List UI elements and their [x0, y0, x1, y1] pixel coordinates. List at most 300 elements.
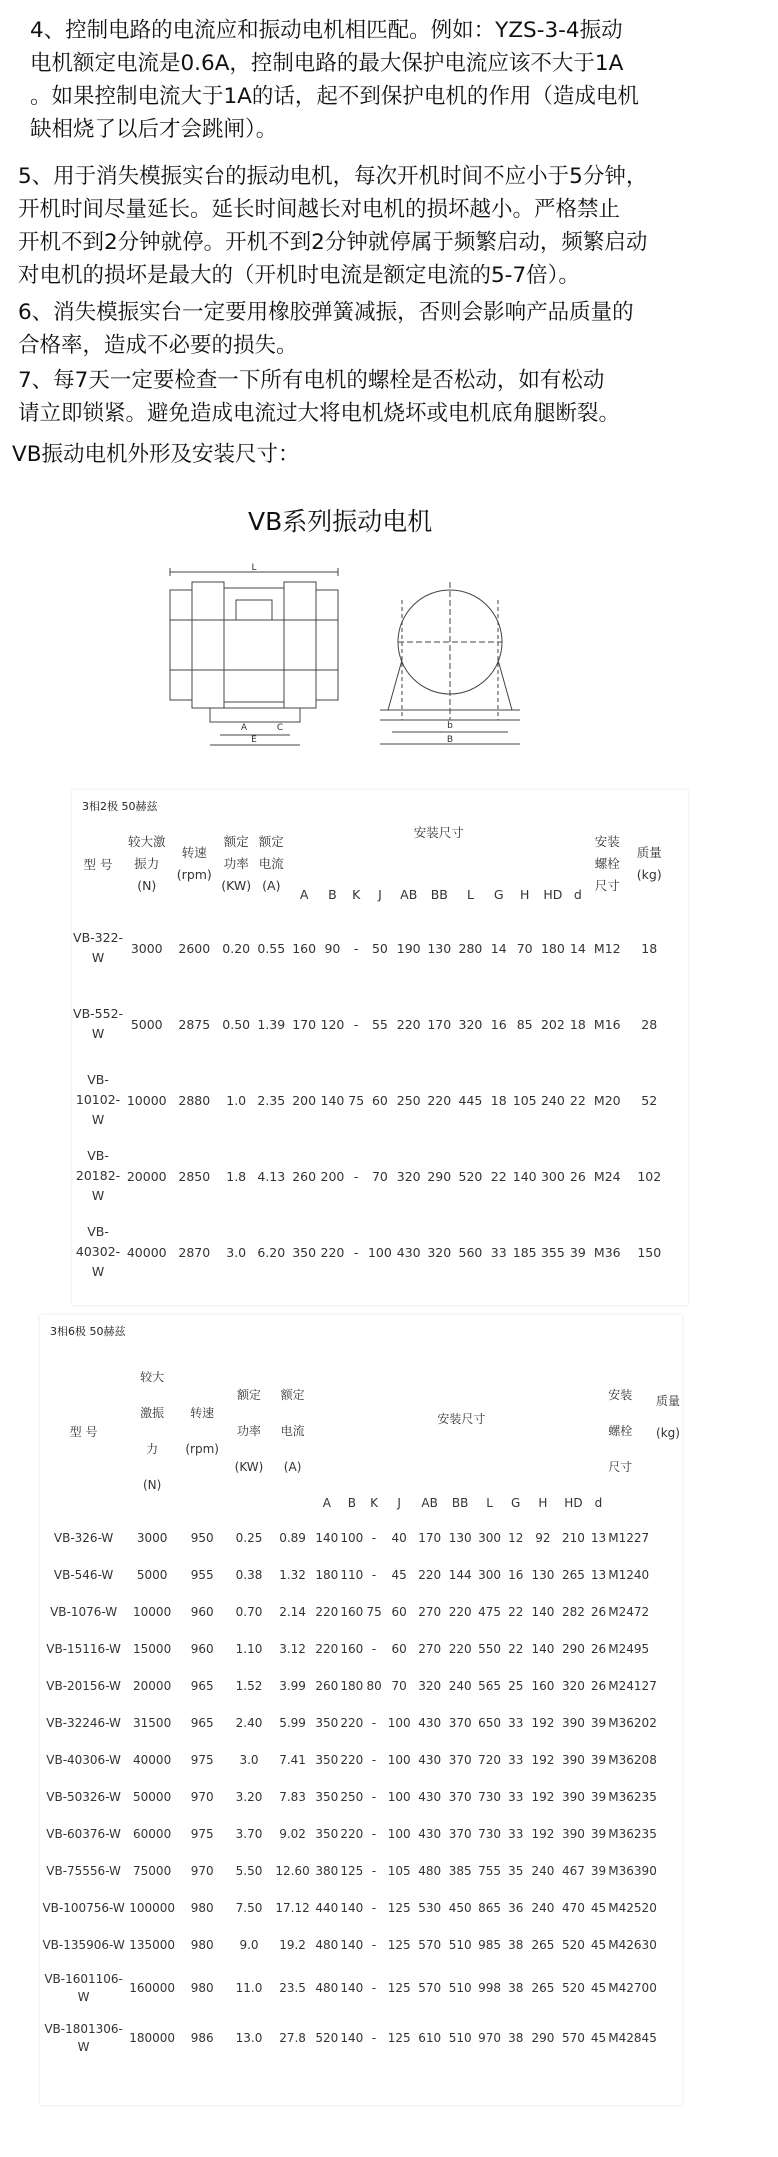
dim-cell: 60 [371, 1092, 388, 1108]
dim-cell: 865 [478, 1900, 501, 1915]
dim-cell: 390 [561, 1826, 585, 1841]
header-speed: 转速 (rpm) [185, 1406, 219, 1456]
dim-cell: 45 [590, 1900, 607, 1915]
dim-cell: 160 [340, 1604, 364, 1619]
dim-cell: 39 [590, 1789, 607, 1804]
dim-cell: 385 [448, 1863, 472, 1878]
force-cell: 20000 [133, 1678, 172, 1693]
power-cell: 13.0 [235, 2031, 263, 2045]
text-line: 。如果控制电流大于1A的话，起不到保护电机的作用（造成电机 [30, 84, 639, 109]
current-cell: 17.12 [275, 1900, 310, 1915]
dim-cell: 220 [340, 1826, 364, 1841]
dim-cell: - [371, 1863, 377, 1878]
dim-cell: 265 [561, 1567, 585, 1582]
dim-cell: 70 [371, 1168, 388, 1184]
current-cell: 4.13 [257, 1168, 286, 1184]
dim-cell: 320 [427, 1244, 452, 1260]
dim-cell: 25 [508, 1678, 524, 1693]
current-cell: 2.35 [257, 1092, 286, 1108]
dim-cell: 290 [561, 1641, 585, 1656]
model-part: VB-40306-W [46, 1752, 121, 1767]
dim-cell: 220 [418, 1567, 442, 1582]
dim-letter: L [466, 887, 474, 902]
model-cell [40, 1667, 127, 1704]
text-line: 开机时间尽量延长。延长时间越长对电机的损坏越小。严格禁止 [18, 197, 621, 222]
dim-cell: 755 [478, 1863, 501, 1878]
dim-cell: 250 [396, 1092, 421, 1108]
dim-cell: 33 [508, 1826, 524, 1841]
dim-cell: 125 [387, 1900, 411, 1915]
dim-cell: 16 [508, 1567, 524, 1582]
dim-cell: 520 [458, 1168, 483, 1184]
current-cell: 23.5 [279, 1981, 306, 1995]
dim-cell: 265 [531, 1937, 555, 1952]
dim-letter: HD [543, 887, 563, 902]
model-part: W [91, 1026, 105, 1041]
dim-cell: 80 [366, 1678, 382, 1693]
dim-cell: - [371, 2031, 377, 2045]
spec-table [40, 1343, 680, 2063]
model-part: VB-100756-W [42, 1900, 125, 1915]
dim-cell: 13 [590, 1567, 607, 1582]
dim-cell: 140 [340, 1981, 364, 1995]
bolt-weight-cell: M36208 [608, 1752, 657, 1767]
dim-cell: 144 [448, 1567, 472, 1582]
dim-cell: 730 [478, 1826, 501, 1841]
dim-cell: 100 [387, 1752, 411, 1767]
dim-letter: L [486, 1496, 493, 1510]
dim-cell: 985 [478, 1937, 501, 1952]
bolt-cell: M20 [593, 1092, 621, 1108]
spec-table-6pole [40, 1315, 682, 2105]
table-row [72, 910, 672, 986]
header-current: 额定 电流 (A) [280, 1388, 305, 1474]
dim-cell: 39 [590, 1826, 607, 1841]
dim-cell: 100 [387, 1789, 411, 1804]
spec-table-2pole [72, 790, 688, 1305]
dim-cell: 570 [418, 1981, 442, 1995]
dim-cell: 520 [315, 2031, 339, 2045]
dim-cell: 140 [531, 1641, 555, 1656]
speed-cell: 2875 [178, 1016, 211, 1032]
dim-letter: J [397, 1496, 401, 1510]
power-cell: 1.0 [226, 1092, 247, 1108]
dim-cell: 610 [418, 2031, 442, 2045]
dim-cell: 22 [490, 1168, 507, 1184]
table-row [72, 1214, 672, 1290]
dim-cell: 130 [427, 940, 452, 956]
dim-cell: 22 [508, 1641, 524, 1656]
dim-cell: 320 [396, 1168, 421, 1184]
dim-cell: - [353, 1016, 359, 1032]
power-cell: 5.50 [235, 1863, 263, 1878]
dim-cell: 75 [348, 1092, 365, 1108]
dim-letter: B [328, 887, 337, 902]
current-cell: 12.60 [275, 1863, 310, 1878]
dim-cell: 565 [478, 1678, 501, 1693]
force-cell: 100000 [129, 1900, 176, 1915]
dim-label: B [446, 735, 454, 745]
bolt-weight-cell: M42630 [608, 1937, 657, 1952]
dim-cell: 998 [478, 1981, 501, 1995]
dim-cell: 550 [478, 1641, 501, 1656]
current-cell: 1.32 [279, 1567, 306, 1582]
dim-cell: 467 [561, 1863, 585, 1878]
dim-cell: 480 [418, 1863, 442, 1878]
current-cell: 3.99 [279, 1678, 306, 1693]
dim-letter: d [594, 1496, 603, 1510]
speed-cell: 970 [190, 1863, 214, 1878]
power-cell: 1.10 [235, 1641, 263, 1656]
dim-cell: 140 [340, 1900, 364, 1915]
bolt-cell: M24 [593, 1168, 621, 1184]
dim-cell: 475 [478, 1604, 501, 1619]
model-part: VB- [87, 1148, 109, 1163]
table-row [40, 1778, 676, 1815]
dim-cell: 430 [418, 1789, 442, 1804]
dim-cell: 370 [448, 1789, 472, 1804]
table-row [40, 1815, 676, 1852]
table-row [40, 1556, 676, 1593]
speed-cell: 980 [190, 1900, 214, 1915]
header-weight: 质量 (kg) [636, 845, 662, 882]
dim-cell: - [371, 1641, 377, 1656]
dim-cell: 180 [315, 1567, 339, 1582]
force-cell: 40000 [126, 1244, 167, 1260]
model-cell [72, 1138, 124, 1214]
speed-cell: 960 [190, 1641, 214, 1656]
bolt-weight-cell: M36235 [608, 1826, 657, 1841]
model-part: W [91, 950, 105, 965]
dim-cell: 450 [448, 1900, 472, 1915]
dim-cell: - [371, 1981, 377, 1995]
header-model: 型 号 [83, 857, 113, 872]
force-cell: 180000 [129, 2031, 176, 2045]
text-line: 4、控制电路的电流应和振动电机相匹配。例如：YZS-3-4振动 [30, 18, 623, 43]
dim-cell: 300 [540, 1168, 565, 1184]
power-cell: 0.70 [235, 1604, 263, 1619]
dim-cell: 26 [590, 1604, 607, 1619]
dim-cell: 320 [561, 1678, 585, 1693]
power-cell: 0.25 [235, 1530, 263, 1545]
table-row [40, 1741, 676, 1778]
dim-cell: 192 [531, 1789, 555, 1804]
speed-cell: 2880 [178, 1092, 211, 1108]
force-cell: 31500 [133, 1715, 172, 1730]
dim-cell: 445 [458, 1092, 483, 1108]
dim-cell: 210 [561, 1530, 585, 1545]
bolt-cell: M12 [593, 940, 621, 956]
dim-cell: 39 [590, 1715, 607, 1730]
dim-cell: 510 [448, 2031, 472, 2045]
dim-cell: 430 [418, 1826, 442, 1841]
dim-letter: AB [400, 887, 418, 902]
dim-cell: 180 [540, 940, 565, 956]
section-heading [12, 438, 762, 471]
dim-cell: 220 [340, 1752, 364, 1767]
dim-letter: K [352, 887, 361, 902]
dim-label: A [240, 723, 248, 733]
model-cell [72, 1214, 124, 1290]
dim-cell: 12 [508, 1530, 524, 1545]
speed-cell: 975 [190, 1826, 214, 1841]
motor-drawing [140, 560, 530, 750]
dim-cell: - [371, 1567, 377, 1582]
dim-cell: 160 [340, 1641, 364, 1656]
dim-cell: 390 [561, 1715, 585, 1730]
weight-cell: 102 [637, 1168, 662, 1184]
model-part: VB-50326-W [46, 1789, 121, 1804]
header-model: 型 号 [69, 1424, 98, 1439]
power-cell: 7.50 [235, 1900, 263, 1915]
model-part: W [91, 1264, 105, 1279]
force-cell: 3000 [130, 940, 163, 956]
dim-cell: 16 [490, 1016, 507, 1032]
dim-cell: 220 [320, 1244, 345, 1260]
header-current: 额定 电流 (A) [258, 834, 284, 893]
dim-cell: 220 [448, 1604, 472, 1619]
model-cell [40, 1926, 127, 1963]
dim-cell: 350 [315, 1715, 339, 1730]
dim-cell: 22 [569, 1092, 586, 1108]
dim-letter: H [538, 1496, 548, 1510]
dim-cell: 105 [387, 1863, 411, 1878]
current-cell: 3.12 [279, 1641, 306, 1656]
dim-cell: - [371, 1789, 377, 1804]
current-cell: 9.02 [279, 1826, 306, 1841]
header-force: 较大激 振力 (N) [127, 834, 166, 893]
weight-cell: 18 [641, 940, 658, 956]
model-cell [40, 1889, 127, 1926]
model-part: VB-75556-W [46, 1863, 121, 1878]
dim-cell: 125 [340, 1863, 364, 1878]
dim-cell: 170 [418, 1530, 442, 1545]
bolt-weight-cell: M2472 [608, 1604, 650, 1619]
dim-label: C [276, 723, 284, 733]
dim-cell: 192 [531, 1752, 555, 1767]
dim-letter: A [322, 1496, 331, 1510]
dim-cell: 33 [490, 1244, 507, 1260]
dim-cell: 60 [391, 1604, 407, 1619]
dim-cell: 270 [418, 1641, 442, 1656]
dim-cell: 33 [508, 1752, 524, 1767]
bolt-weight-cell: M36235 [608, 1789, 657, 1804]
dim-cell: 13 [590, 1530, 607, 1545]
dim-cell: 220 [340, 1715, 364, 1730]
model-cell [72, 1062, 124, 1138]
model-part: VB-546-W [53, 1567, 114, 1582]
table-caption: 3相6极 50赫兹 [50, 1325, 126, 1338]
bolt-weight-cell: M36390 [608, 1863, 657, 1878]
dim-cell: 92 [535, 1530, 551, 1545]
dim-letter: BB [451, 1496, 469, 1510]
text-line: 请立即锁紧。避免造成电流过大将电机烧坏或电机底角腿断裂。 [18, 401, 621, 426]
model-part: VB-60376-W [46, 1826, 121, 1841]
dim-cell: 180 [340, 1678, 364, 1693]
dim-cell: 730 [478, 1789, 501, 1804]
dim-letter: HD [564, 1496, 583, 1510]
dim-letter: G [511, 1496, 521, 1510]
dim-cell: 282 [561, 1604, 585, 1619]
dim-cell: - [371, 1937, 377, 1952]
dim-letter: H [519, 887, 530, 902]
heading-text: VB振动电机外形及安装尺寸： [12, 442, 300, 467]
model-cell [72, 910, 124, 986]
dim-cell: 140 [320, 1092, 345, 1108]
dim-cell: 520 [561, 1981, 585, 1995]
dim-cell: 350 [315, 1826, 339, 1841]
weight-cell: 52 [641, 1092, 658, 1108]
dim-letter: BB [430, 887, 448, 902]
dim-cell: 33 [508, 1789, 524, 1804]
speed-cell: 960 [190, 1604, 214, 1619]
force-cell: 60000 [133, 1826, 172, 1841]
dim-cell: 50 [371, 940, 388, 956]
model-part: VB-322- [73, 930, 124, 945]
bolt-cell: M36 [593, 1244, 621, 1260]
header-power: 额定 功率 (KW) [234, 1388, 264, 1474]
power-cell: 0.50 [222, 1016, 251, 1032]
dim-cell: 570 [561, 2031, 585, 2045]
model-part: VB-552- [73, 1006, 124, 1021]
dim-cell: 192 [531, 1715, 555, 1730]
paragraph-7 [18, 364, 768, 430]
model-cell [40, 1630, 127, 1667]
model-part: VB- [87, 1224, 109, 1239]
dim-cell: 190 [396, 940, 421, 956]
dim-cell: 36 [508, 1900, 524, 1915]
dim-cell: 130 [531, 1567, 555, 1582]
dim-cell: 240 [531, 1900, 555, 1915]
dim-cell: 480 [315, 1937, 339, 1952]
model-cell [40, 1593, 127, 1630]
dim-cell: 320 [418, 1678, 442, 1693]
speed-cell: 2850 [178, 1168, 211, 1184]
force-cell: 40000 [133, 1752, 172, 1767]
bolt-weight-cell: M36202 [608, 1715, 657, 1730]
speed-cell: 965 [190, 1678, 214, 1693]
dim-cell: 265 [531, 1981, 555, 1995]
model-cell [40, 1778, 127, 1815]
dim-cell: 380 [315, 1863, 339, 1878]
dim-cell: 100 [367, 1244, 392, 1260]
dim-cell: 192 [531, 1826, 555, 1841]
power-cell: 0.20 [222, 940, 251, 956]
model-part: VB-15116-W [46, 1641, 121, 1656]
model-part: W [77, 1990, 90, 2004]
dim-cell: 130 [448, 1530, 472, 1545]
text-line: 开机不到2分钟就停。开机不到2分钟就停属于频繁启动，频繁启动 [18, 230, 648, 255]
table-row [40, 1630, 676, 1667]
table-row [40, 1889, 676, 1926]
speed-cell: 2870 [178, 1244, 211, 1260]
bolt-weight-cell: M42700 [608, 1981, 657, 1995]
dim-cell: 170 [427, 1016, 452, 1032]
header-dims: 安装尺寸 [413, 825, 464, 840]
dim-cell: 55 [371, 1016, 388, 1032]
dim-cell: - [371, 1826, 377, 1841]
dim-cell: 45 [391, 1567, 407, 1582]
dim-letter: K [370, 1496, 379, 1510]
bolt-weight-cell: M24127 [608, 1678, 657, 1693]
header-force: 较大 激振 力 (N) [140, 1370, 165, 1492]
dim-cell: 140 [315, 1530, 339, 1545]
model-part: VB-20156-W [46, 1678, 121, 1693]
dim-cell: 140 [531, 1604, 555, 1619]
dim-cell: 26 [590, 1641, 607, 1656]
table-row [72, 986, 672, 1062]
text-line: 6、消失模振实台一定要用橡胶弹簧减振，否则会影响产品质量的 [18, 300, 634, 325]
model-part: VB-1601106- [44, 1972, 123, 1986]
dim-cell: 14 [490, 940, 507, 956]
speed-cell: 980 [190, 1981, 214, 1995]
model-part: VB- [87, 1072, 109, 1087]
dim-cell: 125 [387, 1937, 411, 1952]
dim-cell: 650 [478, 1715, 501, 1730]
model-cell [40, 1704, 127, 1741]
power-cell: 3.20 [235, 1789, 263, 1804]
force-cell: 135000 [129, 1937, 176, 1952]
bolt-weight-cell: M1227 [608, 1530, 650, 1545]
dim-cell: 100 [387, 1826, 411, 1841]
table-row [40, 1926, 676, 1963]
model-part: 20182- [75, 1168, 121, 1183]
dim-cell: 220 [315, 1604, 339, 1619]
dim-cell: - [371, 1900, 377, 1915]
dim-cell: 18 [490, 1092, 507, 1108]
dim-cell: 45 [590, 1937, 607, 1952]
bolt-weight-cell: M42845 [608, 2031, 657, 2045]
dim-cell: 90 [324, 940, 341, 956]
force-cell: 160000 [129, 1981, 176, 1995]
speed-cell: 955 [190, 1567, 214, 1582]
bolt-weight-cell: M2495 [608, 1641, 650, 1656]
current-cell: 19.2 [279, 1937, 306, 1952]
text-line: 对电机的损坏是最大的（开机时电流是额定电流的5-7倍）。 [18, 263, 580, 288]
table-row [40, 1667, 676, 1704]
dim-cell: 290 [531, 2031, 555, 2045]
current-cell: 0.89 [279, 1530, 306, 1545]
power-cell: 2.40 [235, 1715, 263, 1730]
dim-cell: 120 [320, 1016, 345, 1032]
current-cell: 0.55 [257, 940, 286, 956]
table-row [40, 1519, 676, 1556]
dim-cell: 220 [427, 1092, 452, 1108]
dim-cell: 105 [512, 1092, 537, 1108]
text-line: 缺相烧了以后才会跳闸）。 [30, 117, 278, 142]
dim-cell: 480 [315, 1981, 339, 1995]
force-cell: 75000 [133, 1863, 172, 1878]
model-cell [40, 1741, 127, 1778]
model-part: W [77, 2040, 90, 2054]
force-cell: 20000 [126, 1168, 167, 1184]
speed-cell: 970 [190, 1789, 214, 1804]
model-part: 40302- [75, 1244, 121, 1259]
dim-cell: 240 [540, 1092, 565, 1108]
bolt-cell: M16 [593, 1016, 621, 1032]
dim-cell: 100 [387, 1715, 411, 1730]
dim-cell: 125 [387, 2031, 411, 2045]
dim-cell: 26 [569, 1168, 586, 1184]
dim-cell: 220 [315, 1641, 339, 1656]
dim-cell: - [371, 1715, 377, 1730]
dim-label: b [447, 721, 453, 731]
dim-cell: 40 [391, 1530, 407, 1545]
dim-letter: d [573, 887, 582, 902]
dim-cell: 430 [396, 1244, 421, 1260]
dim-cell: 85 [516, 1016, 533, 1032]
speed-cell: 986 [190, 2031, 214, 2045]
